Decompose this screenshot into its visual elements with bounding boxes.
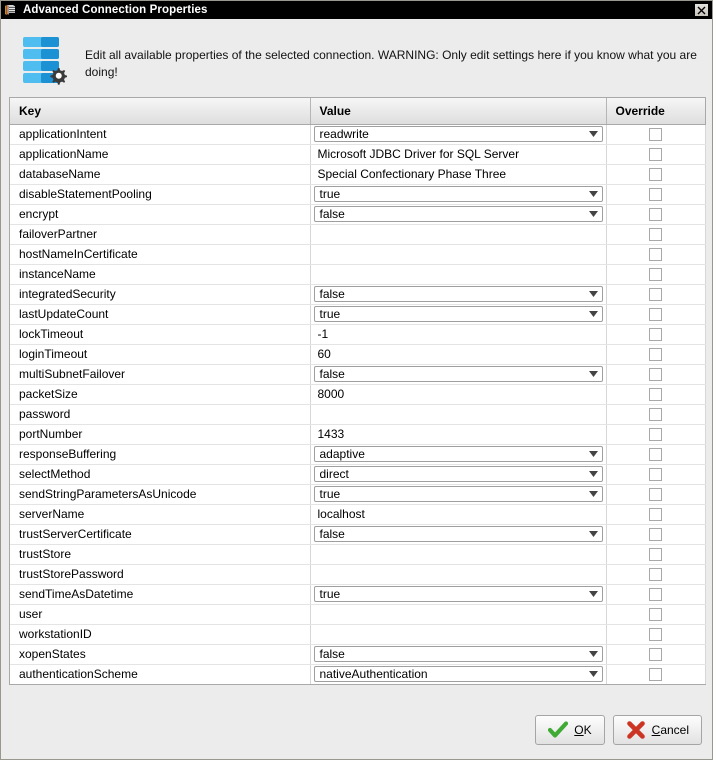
override-checkbox[interactable] xyxy=(649,328,662,341)
value-dropdown-label: false xyxy=(319,527,345,541)
property-key-cell xyxy=(10,484,310,504)
property-key-cell xyxy=(10,524,310,544)
value-dropdown-label: direct xyxy=(319,467,349,481)
override-cell xyxy=(606,404,705,424)
property-value-cell[interactable] xyxy=(310,444,606,464)
table-row[interactable] xyxy=(10,144,705,164)
value-dropdown-label: false xyxy=(319,287,345,301)
override-checkbox[interactable] xyxy=(649,148,662,161)
property-key-label: trustServerCertificate xyxy=(19,526,132,541)
table-row[interactable] xyxy=(10,224,705,244)
value-dropdown-label: false xyxy=(319,207,345,221)
property-key-label: hostNameInCertificate xyxy=(19,246,138,261)
property-key-label: lockTimeout xyxy=(19,326,84,341)
override-checkbox[interactable] xyxy=(649,128,662,141)
property-key-cell xyxy=(10,244,310,264)
override-cell xyxy=(606,584,705,604)
value-dropdown-label: nativeAuthentication xyxy=(319,667,428,682)
value-text[interactable]: localhost xyxy=(317,506,365,521)
database-settings-icon xyxy=(19,35,67,87)
override-checkbox[interactable] xyxy=(649,468,662,481)
override-checkbox[interactable] xyxy=(649,448,662,461)
property-key-cell xyxy=(10,284,310,304)
value-dropdown[interactable] xyxy=(314,186,603,202)
property-key-cell xyxy=(10,544,310,564)
override-checkbox[interactable] xyxy=(649,168,662,181)
table-row[interactable] xyxy=(10,164,705,184)
override-checkbox[interactable] xyxy=(649,508,662,521)
value-dropdown[interactable] xyxy=(314,466,603,482)
property-key-label: user xyxy=(19,606,43,621)
override-cell xyxy=(606,424,705,444)
value-text[interactable]: 1433 xyxy=(317,426,345,441)
override-cell xyxy=(606,524,705,544)
property-value-cell[interactable] xyxy=(310,144,606,164)
override-cell xyxy=(606,324,705,344)
column-header-override[interactable]: Override xyxy=(606,98,705,124)
property-key-cell xyxy=(10,644,310,664)
property-value-cell[interactable] xyxy=(310,424,606,444)
value-dropdown[interactable] xyxy=(314,206,603,222)
table-row[interactable] xyxy=(10,464,705,484)
value-text[interactable]: Microsoft JDBC Driver for SQL Server xyxy=(317,146,520,161)
override-checkbox[interactable] xyxy=(649,668,662,681)
table-row[interactable] xyxy=(10,444,705,464)
property-value-cell[interactable] xyxy=(310,504,606,524)
override-cell xyxy=(606,344,705,364)
override-checkbox[interactable] xyxy=(649,588,662,601)
value-dropdown-label: false xyxy=(319,647,345,661)
property-key-cell xyxy=(10,424,310,444)
property-value-cell[interactable] xyxy=(310,664,606,684)
chevron-down-icon[interactable] xyxy=(586,291,602,297)
override-cell xyxy=(606,484,705,504)
override-checkbox[interactable] xyxy=(649,388,662,401)
property-key-cell xyxy=(10,344,310,364)
chevron-down-icon[interactable] xyxy=(586,191,602,197)
property-key-label: lastUpdateCount xyxy=(19,306,109,321)
value-dropdown-label: true xyxy=(319,187,341,201)
chevron-down-icon[interactable] xyxy=(586,531,602,537)
value-dropdown-label: true xyxy=(319,487,341,501)
property-key-label: portNumber xyxy=(19,426,83,441)
property-key-cell xyxy=(10,604,310,624)
property-key-cell xyxy=(10,164,310,184)
override-cell xyxy=(606,204,705,224)
value-dropdown[interactable] xyxy=(314,366,603,382)
property-value-cell[interactable] xyxy=(310,164,606,184)
table-row[interactable] xyxy=(10,424,705,444)
override-cell xyxy=(606,164,705,184)
override-checkbox[interactable] xyxy=(649,648,662,661)
chevron-down-icon[interactable] xyxy=(586,651,602,657)
property-value-cell[interactable] xyxy=(310,624,606,644)
property-value-cell[interactable] xyxy=(310,604,606,624)
column-header-key[interactable]: Key xyxy=(10,98,310,124)
dialog-header xyxy=(1,19,712,97)
override-cell xyxy=(606,304,705,324)
property-key-cell xyxy=(10,564,310,584)
value-dropdown-label: adaptive xyxy=(319,447,365,461)
property-key-label: selectMethod xyxy=(19,466,91,481)
properties-table-container xyxy=(9,97,706,685)
chevron-down-icon[interactable] xyxy=(586,311,602,317)
override-checkbox[interactable] xyxy=(649,188,662,201)
table-row[interactable] xyxy=(10,264,705,284)
override-cell xyxy=(606,644,705,664)
property-value-cell[interactable] xyxy=(310,184,606,204)
chevron-down-icon[interactable] xyxy=(586,471,602,477)
property-key-label: failoverPartner xyxy=(19,226,98,241)
table-row[interactable] xyxy=(10,564,705,584)
property-value-cell[interactable] xyxy=(310,324,606,344)
property-value-cell[interactable] xyxy=(310,584,606,604)
property-key-label: serverName xyxy=(19,506,85,521)
override-checkbox[interactable] xyxy=(649,608,662,621)
cancel-button-label: Cancel xyxy=(651,723,689,737)
override-cell xyxy=(606,544,705,564)
property-value-cell[interactable] xyxy=(310,284,606,304)
java-stack-icon xyxy=(4,3,18,17)
property-value-cell[interactable] xyxy=(310,484,606,504)
value-dropdown[interactable] xyxy=(314,666,603,682)
property-key-cell xyxy=(10,204,310,224)
property-key-cell xyxy=(10,504,310,524)
property-key-cell xyxy=(10,384,310,404)
override-cell xyxy=(606,504,705,524)
property-key-label: authenticationScheme xyxy=(19,666,138,681)
properties-table xyxy=(10,98,706,684)
green-check-icon xyxy=(548,721,568,739)
override-cell xyxy=(606,564,705,584)
value-dropdown[interactable] xyxy=(314,286,603,302)
property-key-cell xyxy=(10,264,310,284)
value-dropdown-label: true xyxy=(319,587,341,601)
table-row[interactable] xyxy=(10,284,705,304)
property-key-cell xyxy=(10,364,310,384)
override-cell xyxy=(606,244,705,264)
override-cell xyxy=(606,384,705,404)
override-checkbox[interactable] xyxy=(649,628,662,641)
property-key-label: xopenStates xyxy=(19,646,86,661)
property-key-label: workstationID xyxy=(19,626,92,641)
property-value-cell[interactable] xyxy=(310,404,606,424)
property-key-label: sendTimeAsDatetime xyxy=(19,586,134,601)
value-dropdown[interactable] xyxy=(314,526,603,542)
value-dropdown[interactable] xyxy=(314,126,603,142)
override-checkbox[interactable] xyxy=(649,228,662,241)
property-key-cell xyxy=(10,224,310,244)
value-dropdown[interactable] xyxy=(314,486,603,502)
value-text[interactable]: 8000 xyxy=(317,386,345,401)
chevron-down-icon[interactable] xyxy=(586,371,602,377)
property-key-cell xyxy=(10,324,310,344)
table-row[interactable] xyxy=(10,324,705,344)
table-row[interactable] xyxy=(10,184,705,204)
title-bar xyxy=(1,1,712,19)
override-checkbox[interactable] xyxy=(649,408,662,421)
value-dropdown-label: readwrite xyxy=(319,127,369,141)
property-key-cell xyxy=(10,124,310,144)
dialog-footer xyxy=(1,685,712,759)
override-cell xyxy=(606,264,705,284)
override-checkbox[interactable] xyxy=(649,208,662,221)
override-checkbox[interactable] xyxy=(649,428,662,441)
table-row[interactable] xyxy=(10,364,705,384)
override-checkbox[interactable] xyxy=(649,308,662,321)
value-dropdown[interactable] xyxy=(314,586,603,602)
override-cell xyxy=(606,664,705,684)
property-key-cell xyxy=(10,184,310,204)
value-dropdown[interactable] xyxy=(314,306,603,322)
property-value-cell[interactable] xyxy=(310,244,606,264)
property-key-label: trustStore xyxy=(19,546,72,561)
value-text[interactable]: Special Confectionary Phase Three xyxy=(317,166,507,181)
table-row[interactable] xyxy=(10,124,705,144)
override-checkbox[interactable] xyxy=(649,268,662,281)
column-header-value[interactable]: Value xyxy=(310,98,606,124)
value-dropdown[interactable] xyxy=(314,446,603,462)
chevron-down-icon[interactable] xyxy=(586,211,602,217)
override-cell xyxy=(606,604,705,624)
table-row[interactable] xyxy=(10,584,705,604)
ok-button-label: OK xyxy=(574,723,592,737)
ok-button[interactable] xyxy=(535,715,604,745)
property-key-cell xyxy=(10,304,310,324)
table-row[interactable] xyxy=(10,524,705,544)
override-cell xyxy=(606,284,705,304)
override-checkbox[interactable] xyxy=(649,488,662,501)
property-value-cell[interactable] xyxy=(310,344,606,364)
property-value-cell[interactable] xyxy=(310,264,606,284)
override-cell xyxy=(606,124,705,144)
property-value-cell[interactable] xyxy=(310,204,606,224)
property-key-label: packetSize xyxy=(19,386,78,401)
red-x-icon xyxy=(626,721,646,739)
property-value-cell[interactable] xyxy=(310,464,606,484)
property-key-label: sendStringParametersAsUnicode xyxy=(19,486,197,501)
override-cell xyxy=(606,144,705,164)
table-row[interactable] xyxy=(10,204,705,224)
table-row[interactable] xyxy=(10,604,705,624)
property-key-label: password xyxy=(19,406,71,421)
cancel-button[interactable] xyxy=(613,715,702,745)
property-key-label: encrypt xyxy=(19,206,59,221)
property-key-cell xyxy=(10,584,310,604)
property-key-cell xyxy=(10,464,310,484)
value-dropdown[interactable] xyxy=(314,646,603,662)
override-cell xyxy=(606,364,705,384)
table-row[interactable] xyxy=(10,484,705,504)
override-cell xyxy=(606,184,705,204)
value-dropdown-label: false xyxy=(319,367,345,381)
override-cell xyxy=(606,464,705,484)
property-key-cell xyxy=(10,404,310,424)
property-key-cell xyxy=(10,624,310,644)
override-cell xyxy=(606,444,705,464)
override-checkbox[interactable] xyxy=(649,368,662,381)
property-value-cell[interactable] xyxy=(310,364,606,384)
override-checkbox[interactable] xyxy=(649,568,662,581)
property-value-cell[interactable] xyxy=(310,224,606,244)
chevron-down-icon[interactable] xyxy=(586,451,602,457)
override-checkbox[interactable] xyxy=(649,248,662,261)
chevron-down-icon[interactable] xyxy=(586,671,602,677)
property-value-cell[interactable] xyxy=(310,544,606,564)
property-key-cell xyxy=(10,444,310,464)
value-text[interactable]: -1 xyxy=(317,326,329,341)
override-checkbox[interactable] xyxy=(649,548,662,561)
table-row[interactable] xyxy=(10,664,705,684)
properties-table-body xyxy=(10,124,705,684)
table-row[interactable] xyxy=(10,404,705,424)
window-title: Advanced Connection Properties xyxy=(23,4,208,16)
override-checkbox[interactable] xyxy=(649,348,662,361)
chevron-down-icon[interactable] xyxy=(586,591,602,597)
table-row[interactable] xyxy=(10,244,705,264)
override-cell xyxy=(606,224,705,244)
chevron-down-icon[interactable] xyxy=(586,131,602,137)
dialog-description: Edit all available properties of the selected connection. WARNING: Only edit settings here if you know what you are doing! xyxy=(85,48,697,79)
override-checkbox[interactable] xyxy=(649,528,662,541)
property-value-cell[interactable] xyxy=(310,304,606,324)
property-key-cell xyxy=(10,664,310,684)
override-checkbox[interactable] xyxy=(649,288,662,301)
property-key-cell xyxy=(10,144,310,164)
property-value-cell[interactable] xyxy=(310,524,606,544)
table-row[interactable] xyxy=(10,544,705,564)
property-key-label: applicationName xyxy=(19,146,109,161)
table-row[interactable] xyxy=(10,624,705,644)
override-cell xyxy=(606,624,705,644)
table-row[interactable] xyxy=(10,644,705,664)
property-key-label: integratedSecurity xyxy=(19,286,116,301)
property-key-label: databaseName xyxy=(19,166,101,181)
table-row[interactable] xyxy=(10,504,705,524)
property-key-label: multiSubnetFailover xyxy=(19,366,126,381)
property-value-cell[interactable] xyxy=(310,384,606,404)
property-value-cell[interactable] xyxy=(310,644,606,664)
table-row[interactable] xyxy=(10,304,705,324)
table-header-row xyxy=(10,98,705,124)
property-value-cell[interactable] xyxy=(310,564,606,584)
property-key-label: trustStorePassword xyxy=(19,566,124,581)
property-key-label: responseBuffering xyxy=(19,446,117,461)
table-row[interactable] xyxy=(10,384,705,404)
property-key-label: disableStatementPooling xyxy=(19,186,152,201)
chevron-down-icon[interactable] xyxy=(586,491,602,497)
value-text[interactable]: 60 xyxy=(317,346,331,361)
property-value-cell[interactable] xyxy=(310,124,606,144)
close-icon[interactable] xyxy=(694,3,709,17)
property-key-label: applicationIntent xyxy=(19,126,107,141)
value-dropdown-label: true xyxy=(319,307,341,321)
property-key-label: instanceName xyxy=(19,266,96,281)
table-row[interactable] xyxy=(10,344,705,364)
property-key-label: loginTimeout xyxy=(19,346,88,361)
